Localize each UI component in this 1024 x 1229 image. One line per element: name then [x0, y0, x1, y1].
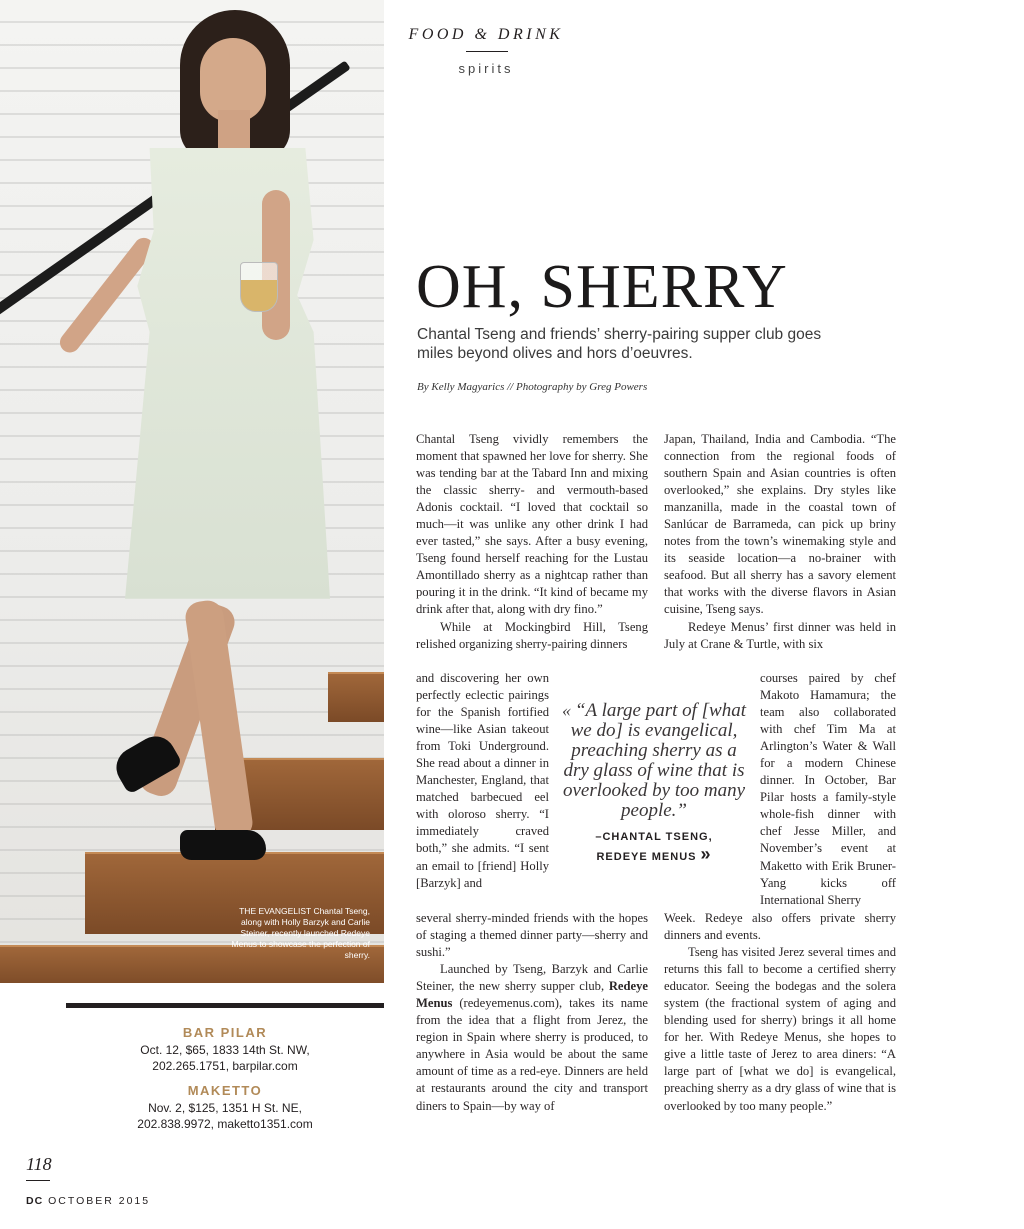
sherry-glass — [240, 262, 278, 312]
venue-name-bar-pilar: BAR PILAR — [182, 1025, 268, 1040]
venue-details: Nov. 2, $125, 1351 H St. NE, — [148, 1101, 302, 1115]
attribution-name: –CHANTAL TSENG, — [595, 831, 713, 843]
photo-caption — [220, 906, 370, 961]
caption-label: THE EVANGELIST — [239, 906, 312, 916]
quote-body: “A large part of [what we do] is evangelical, preaching sherry as a dry glass of wine that is overlooked by too many people.” — [562, 700, 747, 821]
paragraph: While at Mockingbird Hill, Tseng relished organizing sherry-pairing dinners — [416, 619, 648, 651]
cover-photo — [0, 0, 384, 983]
stair-step — [328, 672, 384, 722]
shoe — [180, 830, 266, 860]
paragraph: Redeye Menus’ first dinner was held in July at Crane & Turtle, with six — [664, 619, 896, 651]
magazine-name: DC — [26, 1195, 44, 1207]
body-column-right-lower — [664, 910, 896, 1115]
pull-quote-text — [560, 700, 748, 821]
open-quote-icon: « — [561, 700, 571, 720]
byline: By Kelly Magyarics // Photography by Greg Powers — [417, 381, 648, 393]
pull-quote-attribution — [560, 829, 748, 866]
headline: OH, SHERRY — [416, 253, 788, 321]
issue-date: OCTOBER 2015 — [48, 1195, 151, 1207]
paragraph: several sherry-minded friends with the hopes of staging a themed dinner party—sherry and sushi.” — [416, 911, 648, 960]
paragraph: and discovering her own perfectly eclectic pairings for the Spanish fortified wine—like Asian takeout from Toki Underground. She read about a dinner in Manchester, England, that matched barbecued eel with oloroso sherry. “I immediately craved both,” she admits. “I sent an email to [friend] Holly [Barzyk] and — [416, 671, 549, 890]
text-run: (redeyemenus.com), takes its name from the idea that a flight from Jerez, the region in Spain where sherry is produced, to anywhere in Asia would be about the same amount of time as a red-eye. Dinners are held at restaurants around the city and transport diners to Spain—by way of — [416, 996, 648, 1113]
paragraph: Japan, Thailand, India and Cambodia. “The connection from the regional foods of southern Spain and Asian countries is often overlooked,” she explains. Dry styles like manzanilla, made in the coastal town of Sanlúcar de Barrameda, can pick up briny notes from the town’s winemaking style and its seaside location—a no-brainer with seafood. But all sherry has a savory element that works with the diverse flavors in Asian cuisine, Tseng says. — [664, 432, 896, 617]
paragraph: courses paired by chef Makoto Hamamura; the team also collaborated with chef Tim Ma at Arlington’s Water & Wall for a modern Chinese dinner. In October, Bar Pilar hosts a family-style whole-fish dinner with chef Jesse Miller, and November’s event at Maketto with Erik Bruner-Yang kicks off International Sherry — [760, 671, 896, 907]
attribution-org: REDEYE MENUS — [596, 851, 697, 863]
body-wrap-right — [760, 670, 896, 909]
section-divider — [466, 51, 508, 52]
paragraph: Tseng has visited Jerez several times and returns this fall to become a certified sherry educator. Seeing the bodegas and the solera system (the fractional system of aging and blending used for sherry) brings it all home for her. With Redeye Menus, she hopes to give a little taste of Jerez to area diners: “A large part of [what we do] is evangelical, preaching sherry as a dry glass of wine that is overlooked by too many people.” — [664, 945, 896, 1113]
page-number-rule — [26, 1180, 50, 1181]
section-label: FOOD & DRINK — [408, 26, 564, 43]
dress — [125, 148, 330, 608]
paragraph — [416, 961, 648, 1114]
venue-name-maketto: MAKETTO — [187, 1083, 263, 1098]
paragraph: Week. Redeye also offers private sherry dinners and events. — [664, 911, 896, 943]
body-column-right — [664, 431, 896, 653]
folio — [26, 1195, 150, 1207]
close-quote-icon: » — [700, 844, 712, 864]
dek: Chantal Tseng and friends’ sherry-pairing supper club goes miles beyond olives and hors d’oeuvres. — [417, 326, 822, 362]
pull-quote — [560, 700, 748, 866]
text-run: Launched by Tseng, Barzyk and Carlie Steiner, the new sherry supper club, — [416, 962, 648, 994]
venue-details: 202.838.9972, maketto1351.com — [137, 1117, 313, 1131]
infobox-rule — [66, 1003, 384, 1008]
venue-details: 202.265.1751, barpilar.com — [152, 1059, 298, 1073]
body-wrap-left — [416, 670, 549, 892]
body-column-left-lower — [416, 910, 648, 1115]
subsection-label: spirits — [458, 61, 514, 76]
redeye-menus-bold: Redeye Menus — [416, 979, 648, 1011]
caption-text: Chantal Tseng, along with Holly Barzyk and Carlie Steiner, recently launched Redeye Menus to showcase the perfection of sherry. — [231, 906, 370, 960]
attribution-org-line — [560, 846, 748, 866]
venue-details: Oct. 12, $65, 1833 14th St. NW, — [140, 1043, 310, 1057]
page-number: 118 — [26, 1154, 52, 1174]
paragraph: Chantal Tseng vividly remembers the moment that spawned her love for sherry. She was tending bar at the Tabard Inn and mixing the classic sherry- and vermouth-based Adonis cocktail. “I loved that cocktail so much—it was unlike any other drink I had ever tasted,” she says. After a busy evening, Tseng found herself reaching for the Lustau Amontillado sherry as a nightcap rather than pouring it in the drink. “It kind of became my drink after that, along with dry fino.” — [416, 432, 648, 617]
body-column-left — [416, 431, 648, 653]
